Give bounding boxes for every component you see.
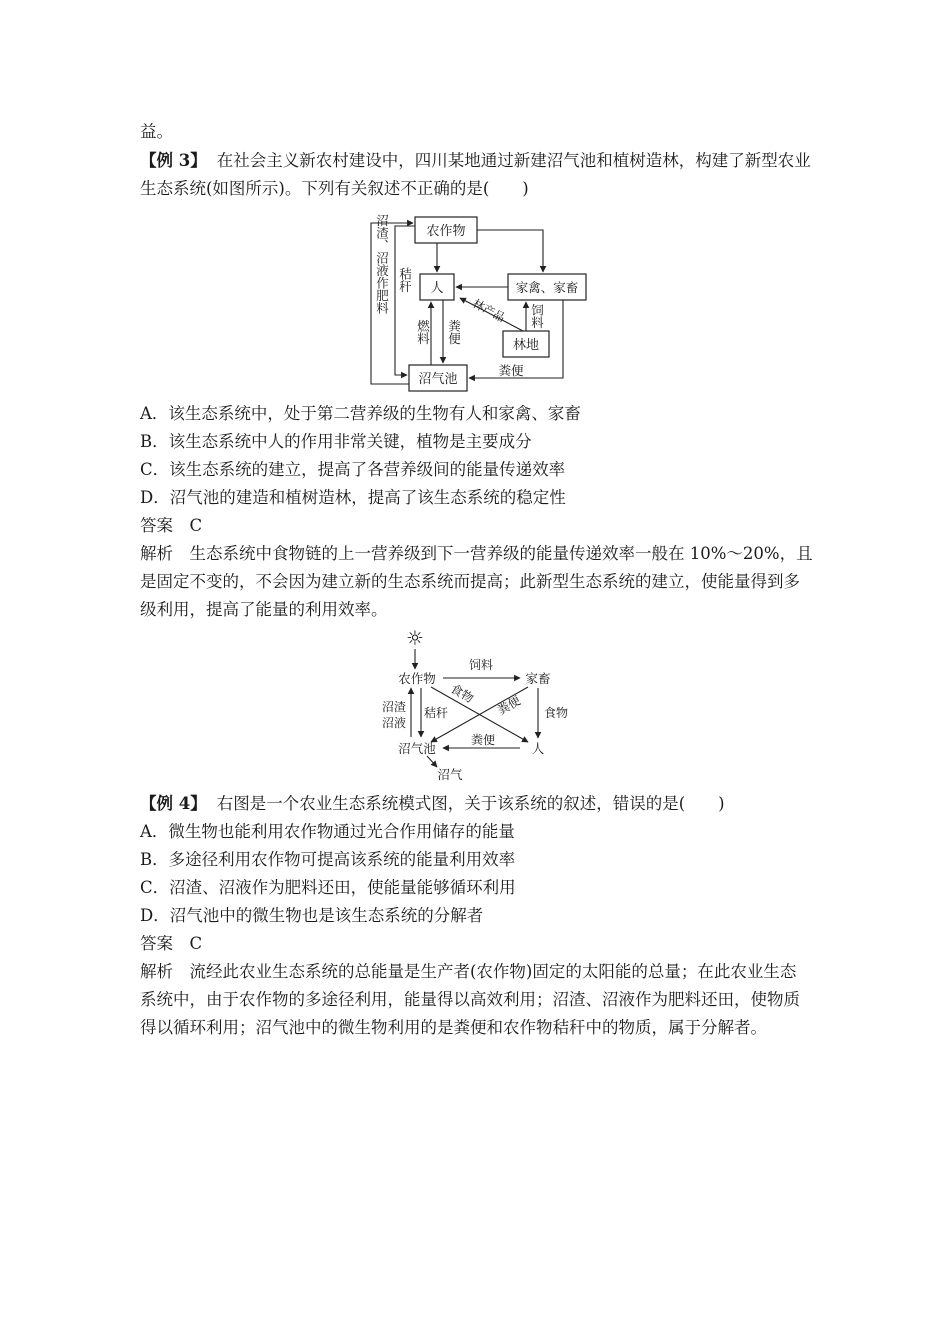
example4-tag: 【例 4】 [140,794,207,813]
livestock-node: 家畜 [525,671,551,686]
example3-question-line2: 生态系统(如图所示)。下列有关叙述不正确的是( ) [140,179,529,198]
example4-option-c: C．沼渣、沼液作为肥料还田，使能量能够循环利用 [140,878,516,897]
straw-label: 秸秆 [397,267,413,293]
crops-to-poultry-arrow [477,230,543,272]
example3-option-b: B．该生态系统中人的作用非常关键，植物是主要成分 [140,432,532,451]
example4-option-a: A．微生物也能利用农作物通过光合作用储存的能量 [140,822,515,841]
biogas-node: 沼气 [437,767,463,782]
fuel-label: 燃料 [415,319,431,345]
food-label-2: 食物 [543,706,569,720]
crops-node: 农作物 [398,671,436,686]
feces-label-2: 粪便 [498,363,524,378]
liquid-label: 沼液 [381,716,407,730]
example4-question: 右图是一个农业生态系统模式图，关于该系统的叙述，错误的是( ) [216,794,725,813]
feed-label: 饲料 [468,658,494,672]
example4-explanation-line1: 解析 流经此农业生态系统的总能量是生产者(农作物)固定的太阳能的总量；在此农业生态 [140,962,797,981]
example4-explanation-line3: 得以循环利用；沼气池中的微生物利用的是粪便和农作物秸秆中的物质，属于分解者。 [140,1018,767,1037]
example4-explanation-line2: 系统中，由于农作物的多途径利用，能量得以高效利用；沼渣、沼液作为肥料还田，使物质 [140,990,800,1009]
biogas-output-arrow [427,756,437,767]
residue-label: 沼渣 [381,700,407,714]
example3-explanation-line3: 级利用，提高了能量的利用效率。 [140,600,388,619]
feed-label: 饲料 [529,303,545,329]
example3-explanation-line1: 解析 生态系统中食物链的上一营养级到下一营养级的能量传递效率一般在 10%～20%，且 [140,544,813,563]
example4-question-line [140,790,820,818]
example4-answer: 答案 C [140,934,203,953]
ecosystem-diagram-2 [375,625,585,785]
ecosystem-diagram-1 [365,210,595,395]
feces-label-1: 粪便 [495,693,523,718]
example4-option-d: D．沼气池中的微生物也是该生态系统的分解者 [140,906,484,925]
text-line: 益。 [140,122,173,141]
residue-fertilizer-label: 沼渣、沼液作肥料 [374,214,390,314]
example3-question: 在社会主义新农村建设中，四川某地通过新建沼气池和植树造林，构建了新型农业 [216,151,811,170]
forest-products-label: 林产品 [470,296,508,325]
example3-explanation-line2: 是固定不变的，不会因为建立新的生态系统而提高；此新型生态系统的建立，使能量得到多 [140,572,800,591]
poultry-label: 家禽、家畜 [515,280,579,295]
example3-option-a: A．该生态系统中，处于第二营养级的生物有人和家禽、家畜 [140,404,581,423]
example3-option-d: D．沼气池的建造和植树造林，提高了该生态系统的稳定性 [140,488,566,507]
food-label-1: 食物 [448,681,476,706]
feces-label-2: 粪便 [470,733,496,747]
biogas-label: 沼气池 [418,372,458,387]
human-label: 人 [430,281,444,296]
example3-question-line1 [140,147,820,175]
crops-label: 农作物 [426,224,466,239]
straw-label: 秸秆 [423,706,449,720]
sun-icon: ☼ [406,626,424,650]
biogas-pool-node: 沼气池 [398,741,436,756]
example4-option-b: B．多途径利用农作物可提高该系统的能量利用效率 [140,850,516,869]
example3-answer: 答案 C [140,516,203,535]
feces-label-1: 粪便 [446,319,462,345]
forest-label: 林地 [512,338,540,353]
human-node: 人 [531,741,545,756]
straw-to-biogas-arrow [395,226,415,375]
example3-tag: 【例 3】 [140,151,207,170]
example3-option-c: C．该生态系统的建立，提高了各营养级间的能量传递效率 [140,460,566,479]
